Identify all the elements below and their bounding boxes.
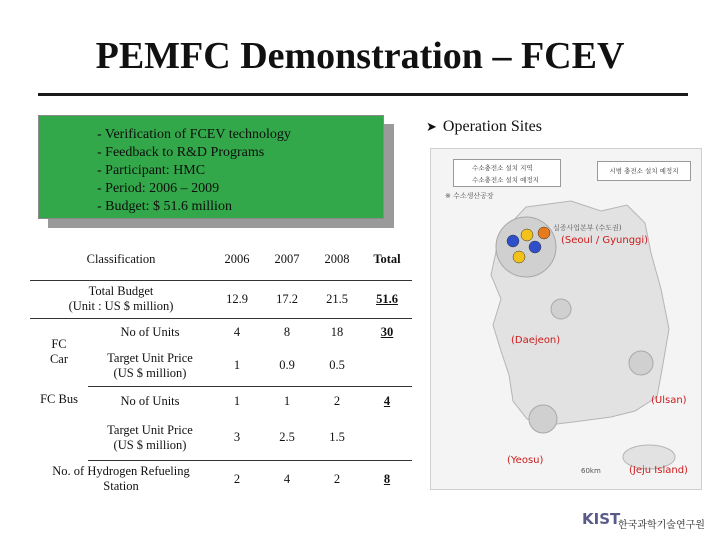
group-fc-bus: FC Bus: [40, 392, 78, 406]
label-yeosu: (Yeosu): [507, 455, 544, 466]
ulsan-region-circle: [629, 351, 653, 375]
table-cell-empty: [362, 346, 412, 386]
site-marker-blue: [529, 241, 541, 253]
table-cell: 12.9: [212, 280, 262, 318]
kist-logo: [582, 510, 712, 534]
header-year: 2006: [212, 240, 262, 280]
korea-sites-map: [430, 148, 702, 490]
table-row: [30, 318, 412, 346]
row-label: [88, 346, 212, 386]
cell-text: Car: [49, 352, 69, 367]
cell-text: No. of Hydrogen Refueling: [52, 464, 190, 479]
seoul-region-circle: [496, 217, 556, 277]
scale-label: 60km: [581, 467, 601, 475]
info-line: - Participant: HMC: [97, 163, 206, 178]
logo-mark: KIST: [582, 510, 621, 528]
table-cell: 0.9: [262, 346, 312, 386]
logo-name: 한국과학기술연구원: [618, 520, 705, 531]
table-cell: 1: [212, 346, 262, 386]
info-list: [97, 126, 291, 216]
table-cell: 2.5: [262, 416, 312, 460]
table-row: [30, 460, 412, 498]
cell-text: (US $ million): [113, 437, 187, 452]
info-box: [38, 115, 384, 219]
table-row: [30, 240, 412, 280]
info-line: - Verification of FCEV technology: [97, 127, 291, 142]
table-row: [30, 280, 412, 318]
total-cell: 51.6: [362, 280, 412, 318]
arrow-bullet-icon: ➤: [426, 120, 437, 135]
total-cell: 4: [383, 393, 391, 408]
header-year: 2008: [312, 240, 362, 280]
info-line: - Feedback to R&D Programs: [97, 145, 265, 160]
table-cell: 8: [283, 324, 291, 339]
cell-text: Total Budget: [88, 284, 154, 298]
header-total: Total: [362, 240, 412, 280]
total-cell: 30: [380, 324, 394, 339]
legend-text: 수소충전소 설치 지역: [472, 164, 533, 172]
legend-text: 수소충전소 설치 예정지: [472, 176, 539, 184]
site-marker-blue: [507, 235, 519, 247]
table-cell: 17.2: [262, 280, 312, 318]
header-classification: Classification: [30, 240, 212, 280]
title-divider: [38, 93, 688, 96]
group-fc-car: [30, 318, 88, 386]
site-marker-orange: [538, 227, 550, 239]
table-cell: 1: [283, 393, 291, 408]
table-row: [30, 416, 412, 460]
label-seoul: (Seoul / Gyunggi): [561, 235, 649, 246]
table-cell: 4: [233, 324, 241, 339]
label-jeju: (Jeju Island): [629, 465, 688, 476]
row-label: No of Units: [120, 324, 180, 339]
table-cell: 3: [212, 416, 262, 460]
slide-title: PEMFC Demonstration – FCEV: [95, 35, 625, 77]
table-cell: 2: [333, 393, 341, 408]
table-cell: 21.5: [312, 280, 362, 318]
cell-text: Target Unit Price: [107, 350, 193, 365]
info-line: - Period: 2006 – 2009: [97, 181, 220, 196]
table-cell-empty: [362, 416, 412, 460]
production-note: ※ 수소생산공장: [445, 192, 494, 200]
row-label: [30, 460, 212, 498]
yeosu-region-circle: [529, 405, 557, 433]
cell-text: (Unit : US $ million): [68, 299, 174, 313]
cell-text: Station: [103, 479, 139, 494]
total-budget-label: [30, 280, 212, 318]
table-cell: 0.5: [312, 346, 362, 386]
cell-text: (US $ million): [113, 365, 187, 380]
hq-label: 실증사업본부 (수도권): [553, 224, 622, 232]
table-cell: 18: [330, 324, 344, 339]
budget-table: [30, 240, 412, 498]
table-cell: 2: [333, 471, 341, 486]
cell-text: FC: [51, 337, 67, 352]
daejeon-region-circle: [551, 299, 571, 319]
header-year: 2007: [262, 240, 312, 280]
table-row: [30, 386, 412, 416]
site-marker-yellow: [513, 251, 525, 263]
operation-sites-label: Operation Sites: [442, 118, 542, 135]
table-cell: 1: [233, 393, 241, 408]
label-daejeon: (Daejeon): [511, 335, 561, 346]
map-legend: [453, 159, 561, 187]
map-legend-right: 시범 충전소 설치 예정지: [597, 161, 691, 181]
row-label: No of Units: [120, 393, 180, 408]
operation-sites-heading: [426, 118, 542, 136]
total-cell: 8: [383, 471, 391, 486]
table-cell: 1.5: [312, 416, 362, 460]
table-cell: 2: [233, 471, 241, 486]
cell-text: Target Unit Price: [107, 422, 193, 437]
site-marker-yellow: [521, 229, 533, 241]
info-line: - Budget: $ 51.6 million: [97, 199, 232, 214]
label-ulsan: (Ulsan): [651, 395, 687, 406]
table-row: [30, 346, 412, 386]
row-label: [88, 416, 212, 460]
table-cell: 4: [283, 471, 291, 486]
